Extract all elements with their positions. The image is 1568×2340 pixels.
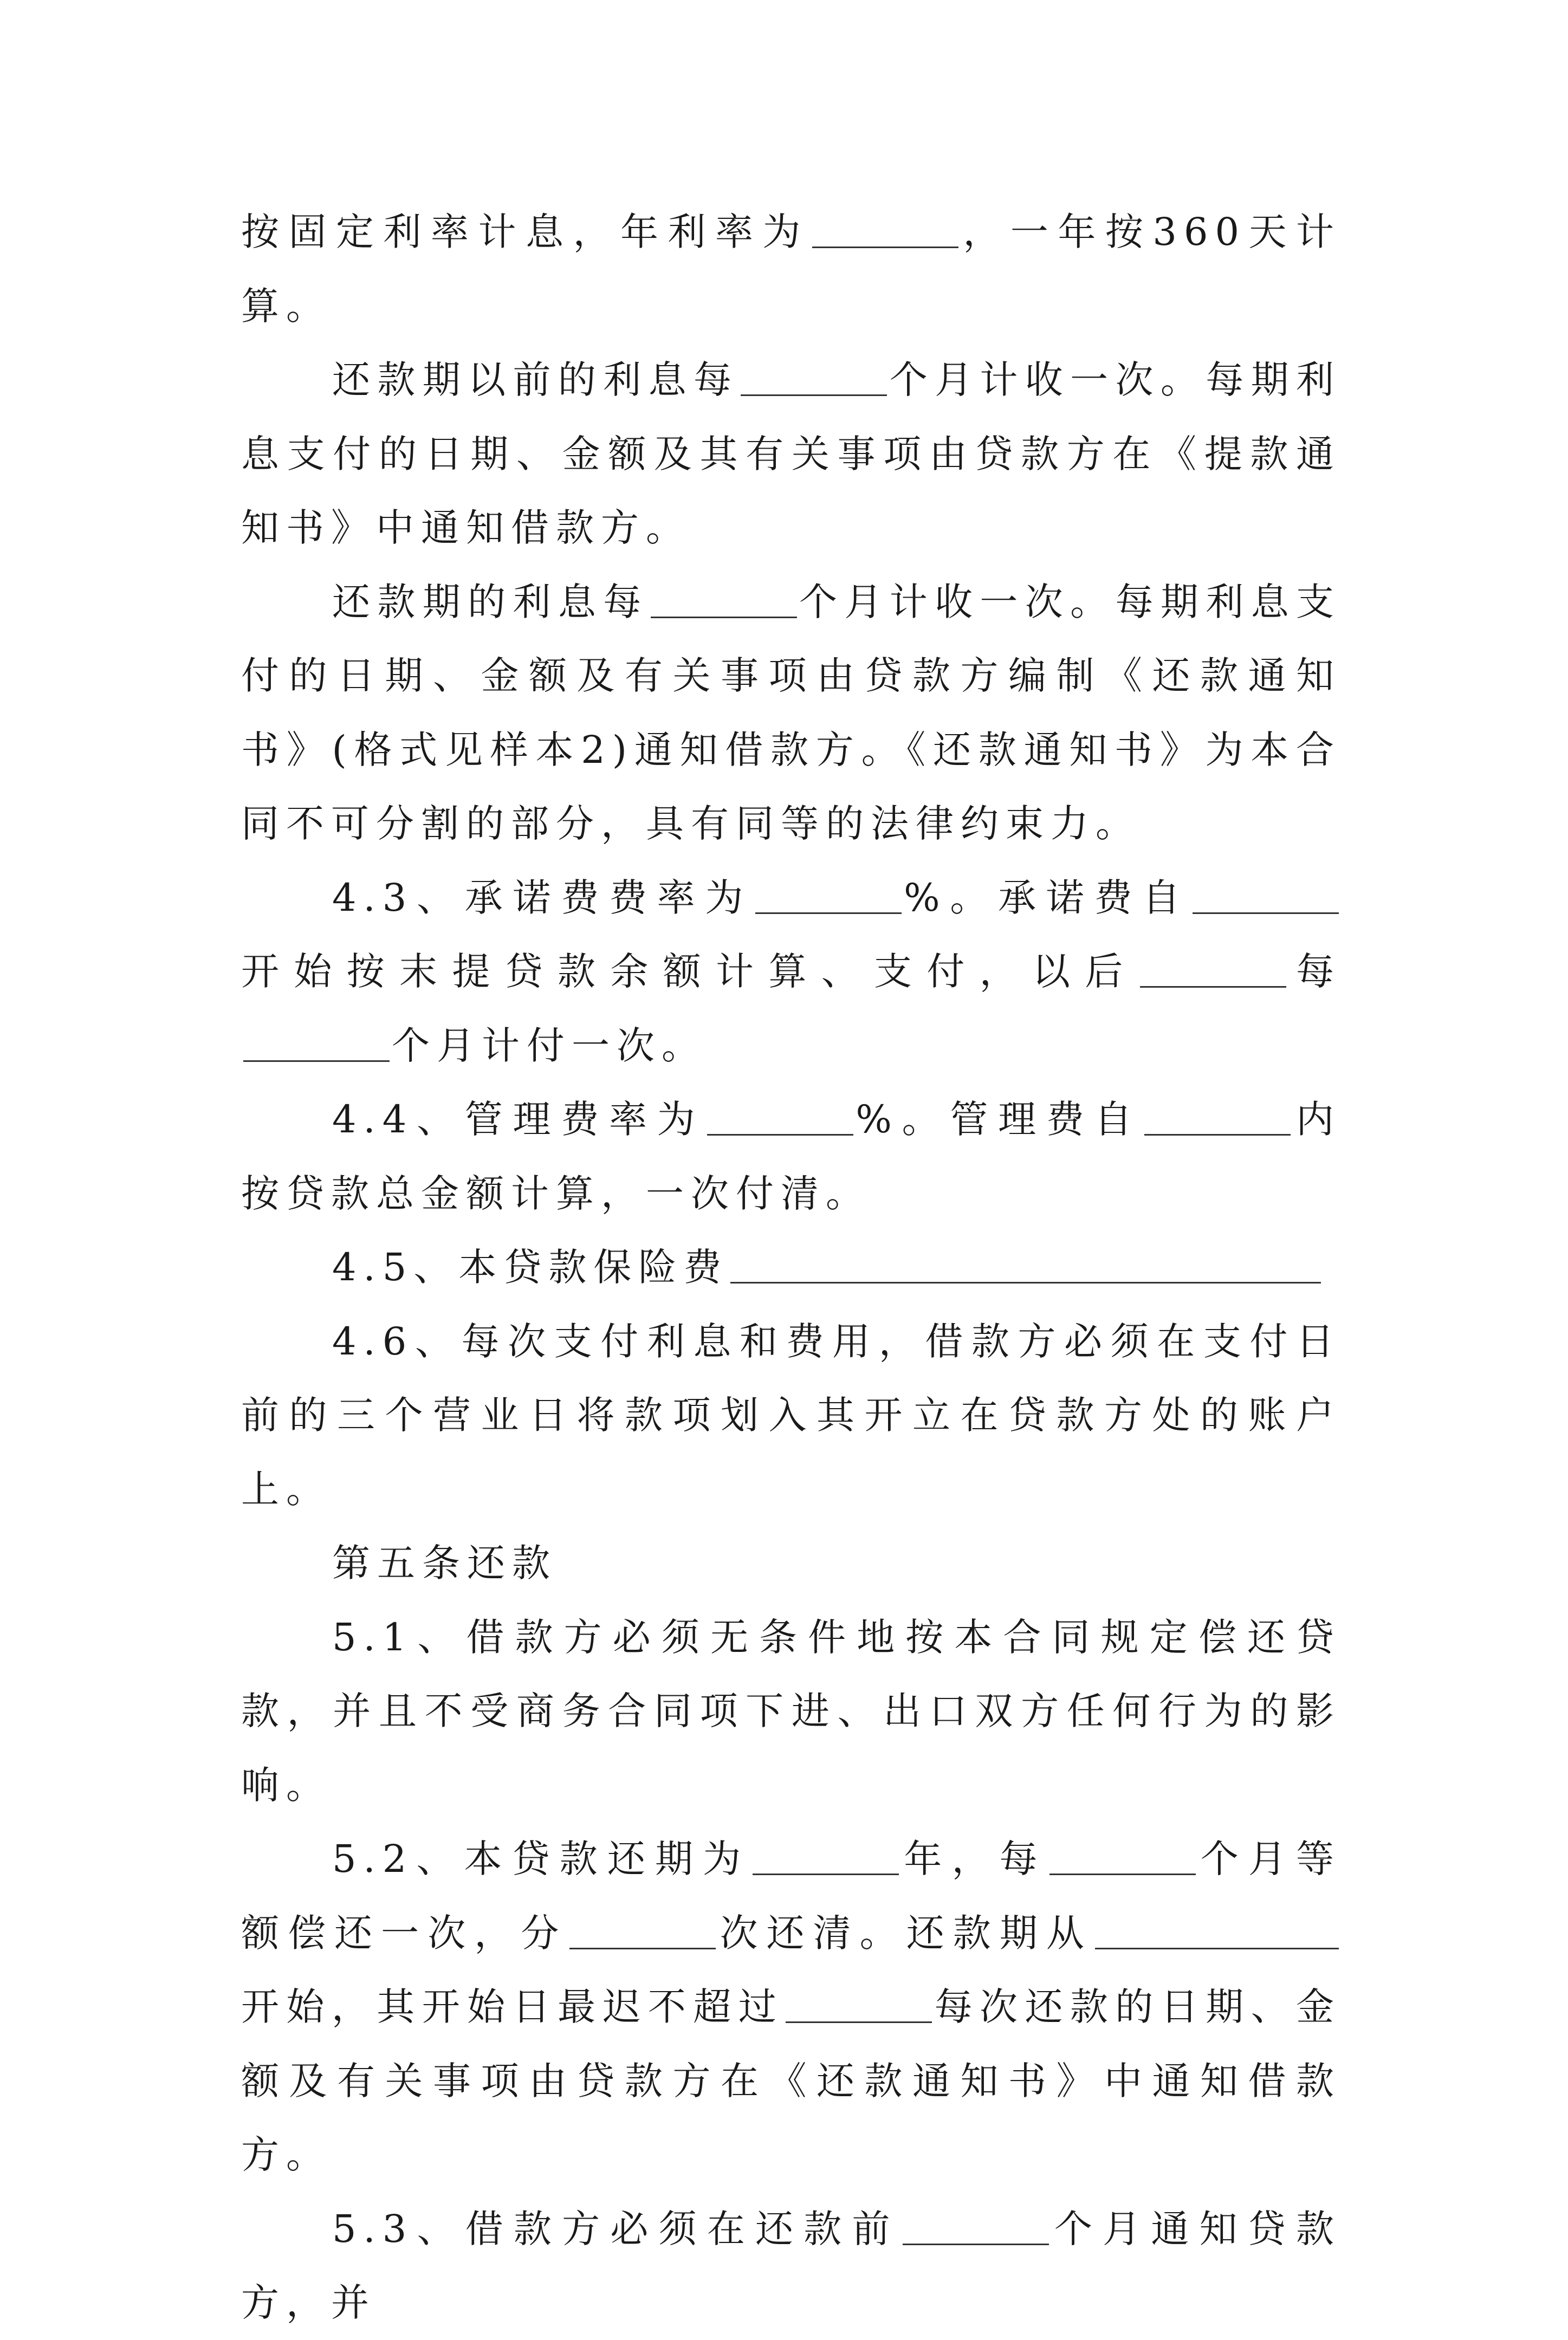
text-segment: 还款期的利息每 bbox=[332, 579, 649, 624]
text-segment: 还款期以前的利息每 bbox=[332, 358, 739, 402]
blank-field[interactable] bbox=[707, 1096, 853, 1136]
blank-field[interactable] bbox=[243, 1022, 390, 1062]
paragraph-pre-repayment-interest bbox=[241, 343, 1341, 565]
text-segment: 内按贷款总金额计算，一次付清。 bbox=[241, 1097, 1342, 1216]
paragraph-4-3-commitment-fee bbox=[241, 861, 1341, 1083]
paragraph-4-6-payment-deadline bbox=[241, 1305, 1341, 1527]
blank-field[interactable] bbox=[1140, 948, 1286, 988]
blank-field[interactable] bbox=[903, 2206, 1049, 2245]
text-segment: 年，每 bbox=[901, 1837, 1047, 1881]
text-segment: 4.4、管理费率为 bbox=[332, 1097, 705, 1142]
text-segment: 每 bbox=[1288, 949, 1342, 994]
paragraph-4-5-insurance-fee bbox=[241, 1230, 1341, 1305]
blank-field[interactable] bbox=[741, 356, 887, 396]
text-segment: 每次还款的日期、金额及有关事项由贷款方在《还款通知书》中通知借款方。 bbox=[241, 1985, 1342, 2177]
blank-field[interactable] bbox=[1049, 1836, 1196, 1875]
text-segment: 按固定利率计息，年利率为 bbox=[241, 210, 810, 254]
blank-field[interactable] bbox=[812, 209, 958, 248]
paragraph-4-4-management-fee bbox=[241, 1083, 1341, 1230]
text-segment: 个月通知贷款方，并 bbox=[241, 2206, 1341, 2325]
text-segment: %。管理费自 bbox=[856, 1097, 1143, 1142]
paragraph-5-1-unconditional-repayment bbox=[241, 1600, 1341, 1823]
paragraph-interest-rate bbox=[241, 195, 1341, 343]
text-segment: 5.1、借款方必须无条件地按本合同规定偿还贷款，并且不受商务合同项下进、出口双方任何行为的影响。 bbox=[241, 1615, 1341, 1807]
text-segment: 4.5、本贷款保险费 bbox=[332, 1245, 729, 1289]
text-segment: ，一年按360天计算。 bbox=[241, 210, 1342, 328]
blank-field[interactable] bbox=[1193, 874, 1339, 914]
text-segment: 开始，其开始日最迟不超过 bbox=[241, 1985, 784, 2029]
blank-field[interactable] bbox=[755, 874, 902, 914]
text-segment: 第五条还款 bbox=[332, 1541, 557, 1585]
blank-field[interactable] bbox=[753, 1836, 899, 1875]
blank-field[interactable] bbox=[569, 1910, 716, 1949]
section-heading-article-5 bbox=[241, 1526, 1341, 1600]
text-segment: 个月等额偿还一次，分 bbox=[241, 1837, 1342, 1955]
text-segment: 5.3、借款方必须在还款前 bbox=[332, 2206, 900, 2251]
document-page bbox=[241, 195, 1341, 2340]
text-segment: 4.3、承诺费费率为 bbox=[332, 875, 754, 920]
blank-field[interactable] bbox=[786, 1984, 932, 2023]
text-segment: 开始按末提贷款余额计算、支付，以后 bbox=[241, 949, 1138, 994]
paragraph-5-3-advance-notice bbox=[241, 2192, 1341, 2340]
paragraph-repayment-interest bbox=[241, 565, 1341, 861]
text-segment: %。承诺费自 bbox=[904, 875, 1191, 920]
blank-field[interactable] bbox=[730, 1244, 1321, 1284]
text-segment: 4.6、每次支付利息和费用，借款方必须在支付日前的三个营业日将款项划入其开立在贷款方处的账户上。 bbox=[241, 1319, 1341, 1512]
text-segment: 个月计收一次。每期利息支付的日期、金额及有关事项由贷款方编制《还款通知书》(格式见样本2)通知借款方。《还款通知书》为本合同不可分割的部分，具有同等的法律约束力。 bbox=[241, 579, 1342, 846]
text-segment: 个月计付一次。 bbox=[392, 1023, 707, 1068]
paragraph-5-2-repayment-term bbox=[241, 1822, 1341, 2192]
text-segment: 5.2、本贷款还期为 bbox=[332, 1837, 751, 1881]
blank-field[interactable] bbox=[651, 579, 797, 618]
blank-field[interactable] bbox=[1095, 1910, 1339, 1949]
text-segment: 个月计收一次。每期利息支付的日期、金额及其有关事项由贷款方在《提款通知书》中通知借款方。 bbox=[241, 358, 1342, 550]
text-segment: 次还清。还款期从 bbox=[718, 1910, 1093, 1955]
blank-field[interactable] bbox=[1144, 1096, 1291, 1136]
